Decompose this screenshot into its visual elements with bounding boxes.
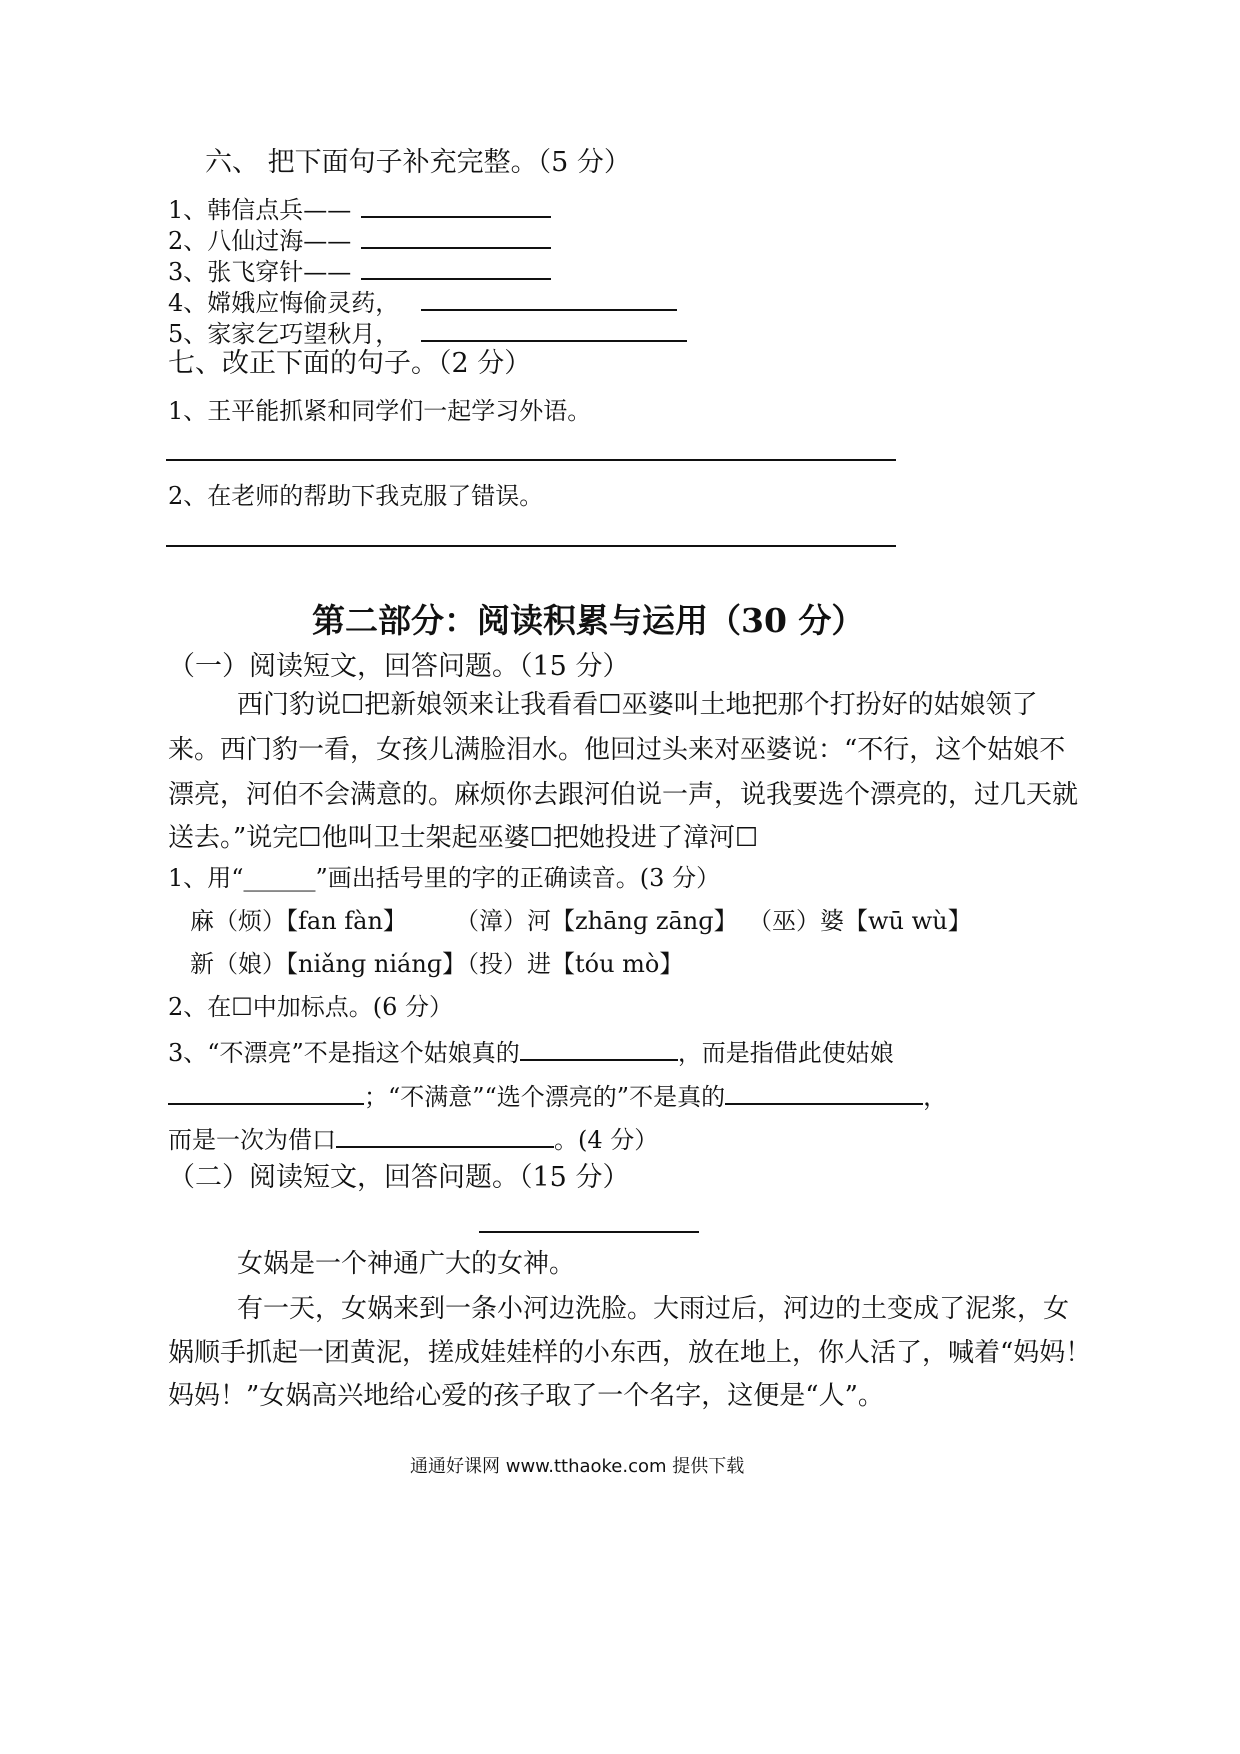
reading1-line-4: 送去。”说完☐他叫卫士架起巫婆☐把她投进了漳河☐	[168, 823, 759, 853]
answer-blank[interactable]	[421, 287, 677, 311]
reading1-line-2: 来。西门豹一看，女孩儿满脸泪水。他回过头来对巫婆说：“不行，这个姑娘不	[168, 735, 1066, 765]
reading2-head: （二）阅读短文，回答问题。（15 分）	[168, 1162, 630, 1193]
pinyin-choice-5[interactable]: （投）进【tóu mò】	[455, 950, 684, 978]
section6-item-2	[168, 225, 551, 256]
reading1-line-3: 漂亮，河伯不会满意的。麻烦你去跟河伯说一声，说我要选个漂亮的，过几天就	[168, 780, 1079, 810]
pinyin-choice-2[interactable]: （漳）河【zhānɡ zānɡ】	[455, 907, 738, 935]
answer-blank[interactable]	[361, 225, 551, 249]
item-text: 2、八仙过海——	[168, 227, 352, 255]
pinyin-choice-1[interactable]: 麻（烦）【fan fàn】	[190, 907, 407, 935]
item-text: 3、张飞穿针——	[168, 258, 352, 286]
reading2-line-2: 有一天，女娲来到一条小河边洗脸。大雨过后，河边的土变成了泥浆，女	[237, 1294, 1070, 1324]
q3-text: ；“不满意”“选个漂亮的”不是真的	[364, 1083, 726, 1111]
answer-blank[interactable]	[421, 318, 687, 342]
q3-text: 3、“不漂亮”不是指这个姑娘真的	[168, 1039, 520, 1067]
item-text: 4、嫦娥应悔偷灵药，	[168, 289, 400, 317]
section7-item-2: 2、在老师的帮助下我克服了错误。	[168, 482, 544, 510]
q3-text: ，而是指借此使姑娘	[677, 1039, 894, 1067]
section7-title: 七、改正下面的句子。（2 分）	[168, 348, 532, 379]
reading1-q3-line3	[168, 1122, 658, 1155]
pinyin-choice-4[interactable]: 新（娘）【niǎnɡ niánɡ】	[190, 950, 467, 978]
part2-title: 第二部分：阅读积累与运用（30 分）	[312, 601, 865, 640]
item-text: 1、韩信点兵——	[168, 196, 352, 224]
reading1-q2: 2、在☐中加标点。(6 分）	[168, 993, 454, 1021]
reading1-q3-line2	[168, 1079, 947, 1112]
section6-item-1	[168, 194, 551, 225]
section6-item-4	[168, 287, 677, 318]
reading1-q3-line1	[168, 1035, 894, 1068]
footer-source: 通通好课网 www.tthaoke.com 提供下载	[410, 1456, 745, 1477]
answer-blank[interactable]	[168, 1079, 364, 1105]
pinyin-choice-3[interactable]: （巫）婆【wū wù】	[748, 907, 972, 935]
answer-line-1[interactable]	[166, 459, 896, 461]
answer-blank[interactable]	[725, 1079, 923, 1105]
item-text: 5、家家乞巧望秋月，	[168, 320, 400, 348]
answer-blank[interactable]	[361, 256, 551, 280]
answer-blank[interactable]	[336, 1122, 554, 1148]
title-blank[interactable]	[479, 1231, 699, 1233]
reading1-q1: 1、用“______”画出括号里的字的正确读音。(3 分）	[168, 864, 721, 892]
section6-item-5	[168, 318, 687, 349]
reading2-line-4: 妈妈！”女娲高兴地给心爱的孩子取了一个名字，这便是“人”。	[168, 1381, 884, 1411]
answer-blank[interactable]	[520, 1035, 678, 1061]
answer-blank[interactable]	[361, 194, 551, 218]
reading1-head: （一）阅读短文，回答问题。（15 分）	[168, 651, 630, 682]
reading2-line-1: 女娲是一个神通广大的女神。	[237, 1249, 576, 1279]
q3-text: ，	[923, 1083, 948, 1111]
reading1-line-1: 西门豹说☐把新娘领来让我看看☐巫婆叫土地把那个打扮好的姑娘领了	[237, 690, 1038, 720]
q3-text: 。(4 分）	[554, 1126, 659, 1154]
section6-title: 六、 把下面句子补充完整。（5 分）	[205, 147, 631, 178]
answer-line-2[interactable]	[166, 545, 896, 547]
q3-text: 而是一次为借口	[168, 1126, 336, 1154]
reading2-line-3: 娲顺手抓起一团黄泥，搓成娃娃样的小东西，放在地上，你人活了，喊着“妈妈！	[168, 1338, 1092, 1368]
section6-item-3	[168, 256, 551, 287]
section7-item-1: 1、王平能抓紧和同学们一起学习外语。	[168, 397, 592, 425]
